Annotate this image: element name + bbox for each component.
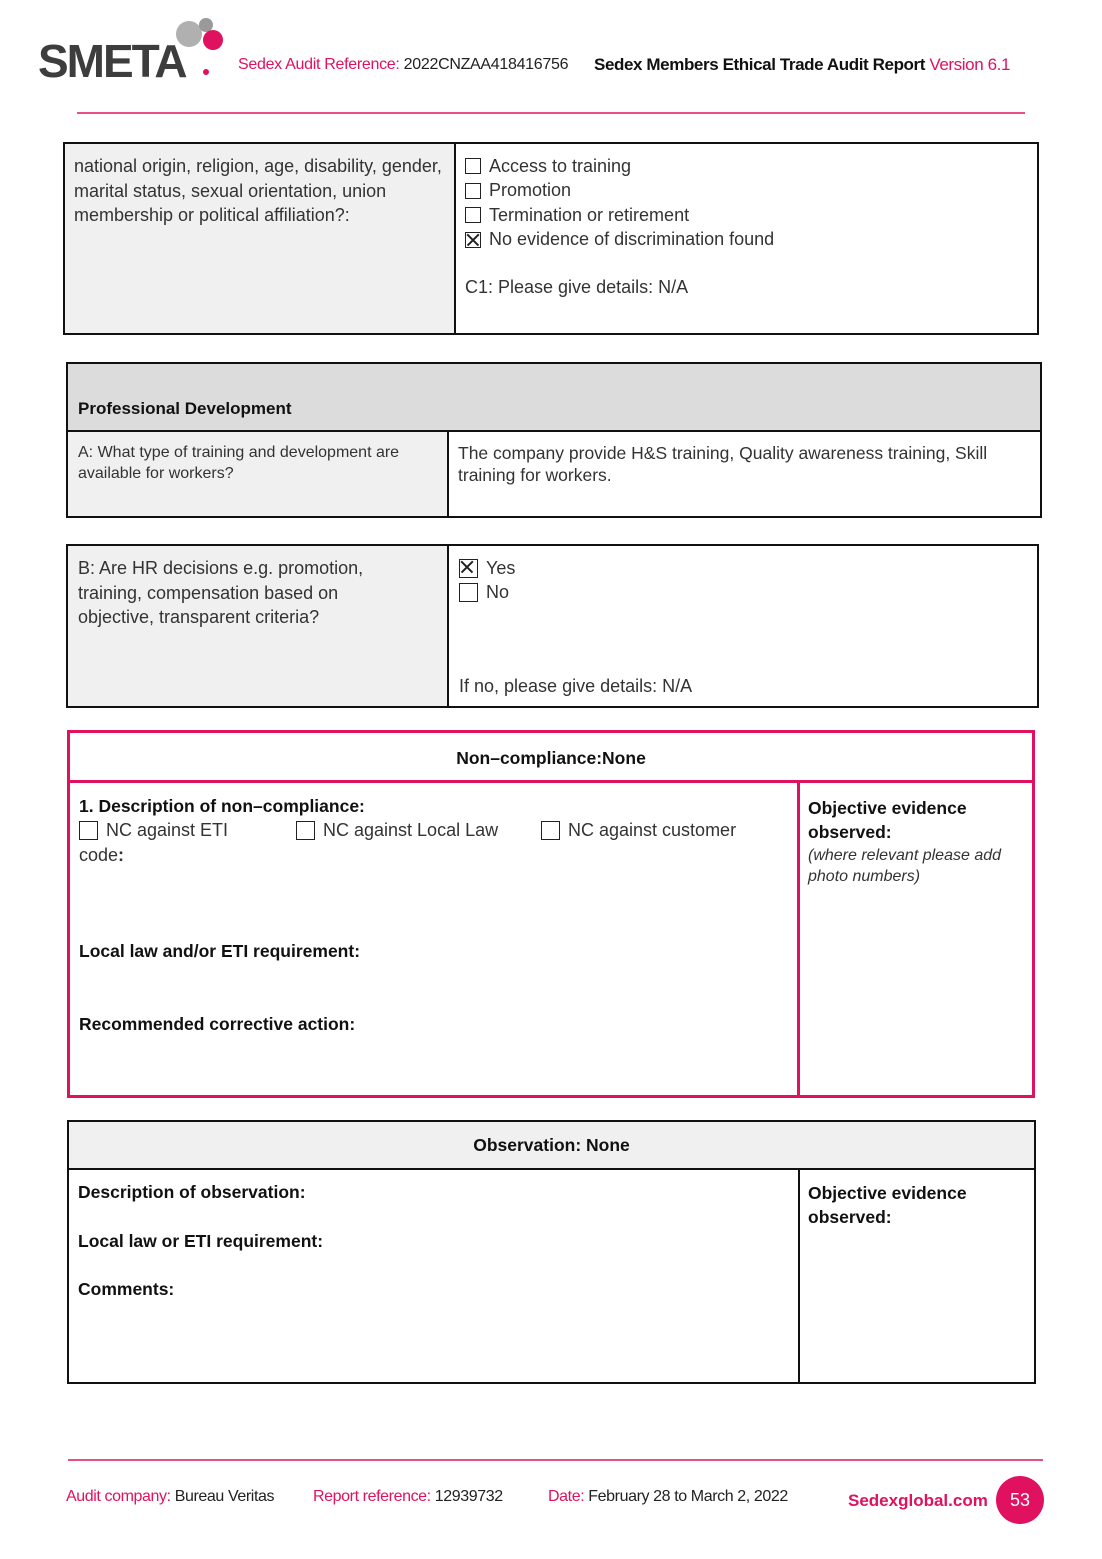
question-b-cell <box>68 546 447 706</box>
checkbox-checked[interactable] <box>465 232 481 248</box>
checkbox[interactable] <box>465 207 481 223</box>
option-access-to-training[interactable] <box>465 154 774 179</box>
discrimination-answer-cell <box>456 144 1037 333</box>
question-a: A: What type of training and development are available for workers? <box>78 444 400 482</box>
date-value: February 28 to March 2, 2022 <box>588 1488 788 1505</box>
nc-code-label <box>79 843 124 868</box>
option-label: Yes <box>486 557 516 578</box>
row-divider <box>69 1168 1034 1170</box>
footer-date <box>548 1488 788 1506</box>
row-divider <box>70 780 1032 783</box>
discrimination-table <box>63 142 1039 335</box>
option-nc-customer[interactable] <box>541 818 736 843</box>
report-ref-value: 12939732 <box>434 1488 503 1505</box>
option-label: No <box>486 582 510 603</box>
checkbox[interactable] <box>459 583 478 602</box>
report-version: Version 6.1 <box>929 55 1011 74</box>
answer-a: The company provide H&S training, Quality awareness training, Skill training for workers. <box>458 443 988 485</box>
section-header-cell <box>68 364 1040 430</box>
option-nc-local-law[interactable] <box>296 818 498 843</box>
page-number: 53 <box>1009 1489 1031 1510</box>
code-colon: : <box>118 845 125 865</box>
discrimination-details: C1: Please give details: N/A <box>465 277 689 297</box>
nc-options <box>79 818 779 844</box>
option-label: NC against ETI <box>106 819 229 840</box>
hr-decision-options <box>459 556 515 605</box>
answer-b-cell <box>449 546 1037 706</box>
observation-title: Observation: None <box>473 1135 630 1155</box>
section-title: Professional Development <box>78 399 292 418</box>
page-number-badge <box>996 1476 1044 1524</box>
audit-company-label: Audit company: <box>66 1488 171 1505</box>
observation-table <box>67 1120 1036 1384</box>
audit-reference <box>238 56 568 74</box>
non-compliance-table <box>67 730 1035 1098</box>
option-nc-eti[interactable] <box>79 818 228 843</box>
option-label: No evidence of discrimination found <box>489 229 775 250</box>
footer-divider <box>68 1459 1043 1461</box>
nc-description-label: 1. Description of non–compliance: <box>79 796 365 816</box>
checkbox[interactable] <box>465 158 481 174</box>
audit-company-value: Bureau Veritas <box>174 1488 275 1505</box>
observation-header-cell <box>69 1122 1034 1168</box>
column-divider <box>798 1170 800 1382</box>
option-termination[interactable] <box>465 203 774 228</box>
code-text: code <box>79 845 119 865</box>
footer-audit-company <box>66 1488 274 1506</box>
question-b: B: Are HR decisions e.g. promotion, training, compensation based on objective, transparent criteria? <box>78 558 364 627</box>
checkbox[interactable] <box>541 821 560 840</box>
header-divider <box>77 112 1025 114</box>
option-no[interactable] <box>459 581 515 606</box>
audit-ref-label: Sedex Audit Reference: <box>238 56 400 73</box>
discrimination-options <box>465 154 774 252</box>
checkbox[interactable] <box>465 183 481 199</box>
column-divider <box>797 783 800 1095</box>
checkbox[interactable] <box>296 821 315 840</box>
professional-development-table <box>66 362 1042 518</box>
discrimination-question: national origin, religion, age, disability, gender, marital status, sexual orientation, union membership or political affiliation?: <box>74 156 442 225</box>
nc-evidence-label: Objective evidence observed: <box>808 798 967 842</box>
discrimination-question-cell <box>65 144 455 333</box>
option-label: NC against Local Law <box>323 819 499 840</box>
option-label: Access to training <box>489 155 632 176</box>
website-link[interactable]: Sedexglobal.com <box>848 1491 988 1510</box>
option-promotion[interactable] <box>465 179 774 204</box>
audit-ref-value: 2022CNZAA418416756 <box>403 56 569 73</box>
smeta-logo <box>36 16 226 86</box>
checkbox-checked[interactable] <box>459 559 478 578</box>
option-no-evidence[interactable] <box>465 228 774 253</box>
date-label: Date: <box>548 1488 585 1505</box>
nc-law-label: Local law and/or ETI requirement: <box>79 941 361 961</box>
nc-corrective-label: Recommended corrective action: <box>79 1014 356 1034</box>
footer-report-reference <box>313 1488 503 1506</box>
report-ref-label: Report reference: <box>313 1488 431 1505</box>
observation-evidence-label: Objective evidence observed: <box>808 1183 967 1227</box>
observation-description-label: Description of observation: <box>78 1182 306 1202</box>
report-title-line <box>594 55 1010 75</box>
observation-comments-label: Comments: <box>78 1279 175 1299</box>
answer-a-cell <box>449 432 1040 516</box>
option-label: Termination or retirement <box>489 204 690 225</box>
non-compliance-title: Non–compliance:None <box>456 748 646 768</box>
observation-law-label: Local law or ETI requirement: <box>78 1231 324 1251</box>
option-label: Promotion <box>489 180 572 201</box>
report-title: Sedex Members Ethical Trade Audit Report <box>594 55 926 74</box>
details-b: If no, please give details: N/A <box>459 676 693 696</box>
checkbox[interactable] <box>79 821 98 840</box>
logo-text: SMETA <box>38 35 186 87</box>
hr-decisions-table <box>66 544 1039 708</box>
nc-evidence-note: (where relevant please add photo numbers) <box>808 847 1002 885</box>
option-label: NC against customer <box>568 819 737 840</box>
option-yes[interactable] <box>459 556 515 581</box>
question-a-cell <box>68 432 447 516</box>
